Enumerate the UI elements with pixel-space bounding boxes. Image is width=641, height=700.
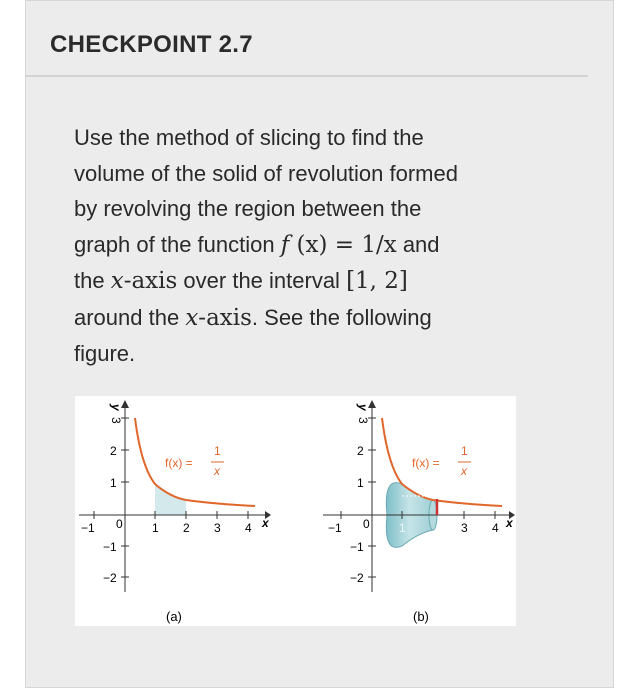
function-rest: (x) = 1/x xyxy=(289,231,397,258)
y-axis-label: y xyxy=(109,404,123,411)
problem-line-4-pre: graph of the function xyxy=(74,231,281,257)
problem-line-4-post: and xyxy=(396,231,440,257)
x-tick-label-1: 1 xyxy=(399,521,406,535)
x-tick-label-4: 4 xyxy=(245,521,252,535)
x-tick-label-3: 3 xyxy=(461,521,468,535)
figure-svg xyxy=(75,396,516,626)
checkpoint-title: CHECKPOINT 2.7 xyxy=(50,31,253,58)
problem-line-3: by revolving the region between the xyxy=(74,196,422,221)
y-tick-label-neg1: −1 xyxy=(350,540,364,554)
y-tick-label-neg1: −1 xyxy=(103,540,117,554)
y-tick-label-2: 2 xyxy=(357,444,364,458)
x-tick-label-neg1: −1 xyxy=(81,521,95,535)
interval: [1, 2] xyxy=(346,268,408,294)
x-tick-label-4: 4 xyxy=(492,521,499,535)
y-tick-label-1: 1 xyxy=(110,476,117,490)
title-divider xyxy=(25,75,588,77)
function-label-den: x xyxy=(214,464,220,478)
x-tick-label-3: 3 xyxy=(214,521,221,535)
x-axis-label: x xyxy=(506,516,513,530)
x-tick-label-1: 1 xyxy=(152,521,159,535)
problem-line-5-pre: the xyxy=(74,268,111,293)
problem-line-5-mid: over the interval xyxy=(177,268,347,293)
function-label-fx: f(x) = xyxy=(412,456,440,470)
problem-line-7: figure. xyxy=(74,341,136,366)
problem-line-5 xyxy=(74,263,534,300)
function-label-num: 1 xyxy=(214,444,221,458)
problem-line-6-pre: around the xyxy=(74,304,186,330)
y-tick-label-3: 3 xyxy=(109,417,123,424)
problem-line-2: volume of the solid of revolution formed xyxy=(74,160,458,186)
caption-b: (b) xyxy=(413,609,429,624)
panel-a xyxy=(79,400,271,624)
problem-line-6-post: . See the following xyxy=(251,304,432,330)
panel-b xyxy=(323,400,515,624)
x-variable: x xyxy=(110,268,124,294)
problem-text xyxy=(74,120,534,372)
function-label-fx: f(x) = xyxy=(165,456,193,470)
problem-line-1: Use the method of slicing to find the xyxy=(74,125,424,150)
x-tick-label-2: 2 xyxy=(183,521,190,535)
curve-1-over-x xyxy=(135,418,255,506)
caption-a: (a) xyxy=(166,609,182,624)
function-label-den: x xyxy=(461,464,467,478)
x-variable-2: x xyxy=(185,304,199,331)
axis-word: -axis xyxy=(123,268,178,294)
problem-line-6 xyxy=(74,300,534,337)
origin-label: 0 xyxy=(363,517,370,531)
function-label-num: 1 xyxy=(461,444,468,458)
y-tick-label-3: 3 xyxy=(356,417,370,424)
figure-panels xyxy=(75,396,516,626)
origin-label: 0 xyxy=(116,517,123,531)
x-axis-label: x xyxy=(262,516,269,530)
y-tick-label-1: 1 xyxy=(357,476,364,490)
y-tick-label-neg2: −2 xyxy=(103,571,117,585)
y-tick-label-2: 2 xyxy=(110,444,117,458)
y-tick-label-neg2: −2 xyxy=(350,571,364,585)
function-f: f xyxy=(280,231,290,258)
axis-word-2: -axis xyxy=(198,304,252,331)
x-tick-label-neg1: −1 xyxy=(328,521,342,535)
problem-line-4 xyxy=(74,227,534,264)
y-axis-label: y xyxy=(356,404,370,411)
